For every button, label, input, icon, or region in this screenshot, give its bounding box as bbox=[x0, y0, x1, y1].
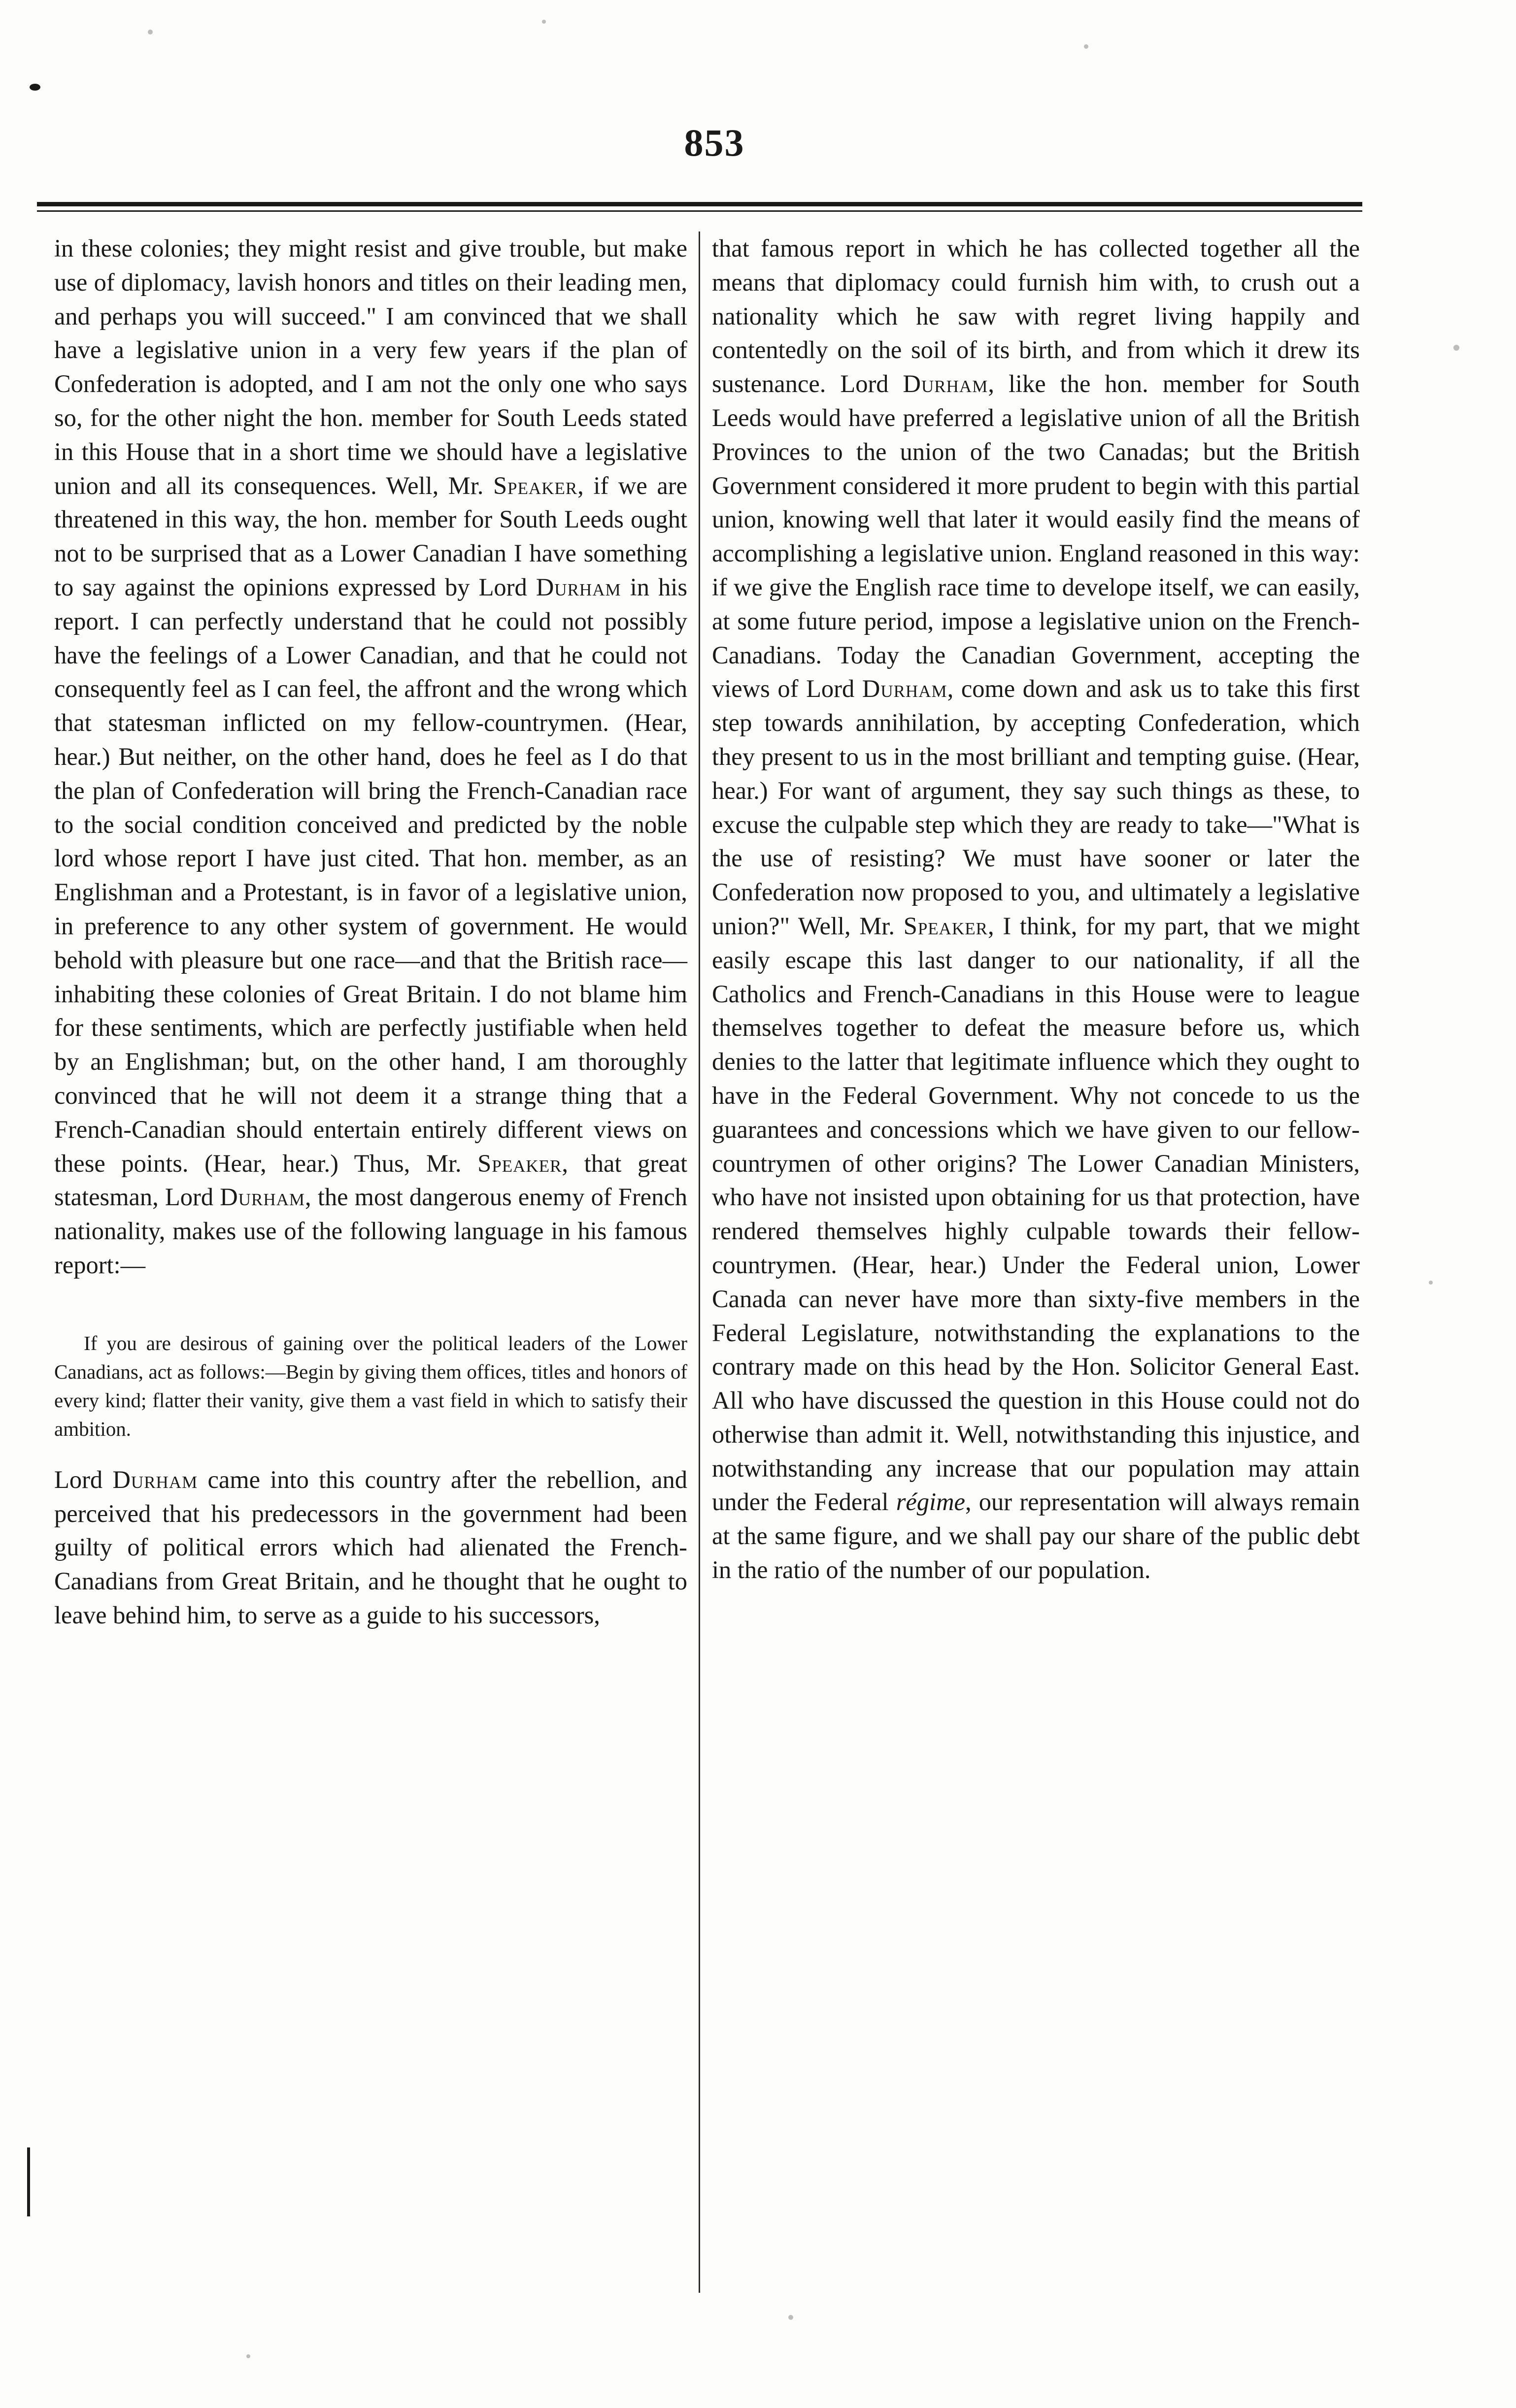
left-paragraph-1 bbox=[54, 231, 687, 1282]
scan-speckle bbox=[246, 2354, 250, 2358]
speaker-name: Speaker bbox=[477, 1149, 562, 1177]
durham-name: Durham bbox=[903, 370, 988, 398]
durham-report-quote: If you are desirous of gaining over the political leaders of the Lower Canadians, act as follows:—Begin by giving them offices, titles and honors of every kind; flatter their vanity, give them a vast field in which to satisfy their ambition. bbox=[54, 1331, 687, 1440]
scan-speckle bbox=[542, 20, 546, 24]
text-run: in his report. I can perfectly understand that he could not possibly have the feelings of a Lower Canadian, and that he could not consequently feel as I can feel, the affront and the wrong which that statesman inflicted on my fellow-countrymen. (Hear, hear.) But neither, on the other hand, does he feel as I do that the plan of Confederation will bring the French-Canadian race to the social condition conceived and predicted by the noble lord whose report I have just cited. That hon. member, as an Englishman and a Protestant, is in favor of a legislative union, in preference to any other system of government. He would behold with pleasure but one race—and that the British race—inhabiting these colonies of Great Britain. I do not blame him for these sentiments, which are perfectly justifiable when held by an Englishman; but, on the other hand, I am thoroughly convinced that he will not deem it a strange thing that a French-Canadian should entertain entirely different views on these points. (Hear, hear.) Thus, Mr. bbox=[54, 573, 687, 1177]
regime-word: régime bbox=[896, 1488, 965, 1516]
durham-name: Durham bbox=[112, 1465, 198, 1493]
scan-edge-mark bbox=[30, 84, 40, 91]
text-run: Lord bbox=[54, 1465, 113, 1493]
right-paragraph-1 bbox=[712, 231, 1360, 1587]
header-rule-thick bbox=[37, 202, 1362, 206]
left-column bbox=[54, 231, 687, 1632]
scan-speckle bbox=[1429, 1281, 1433, 1285]
text-run: , the most dangerous enemy of French nationality, makes use of the following language in his famous report:— bbox=[54, 1183, 687, 1279]
scan-speckle bbox=[1453, 345, 1459, 351]
scan-speckle bbox=[1084, 44, 1088, 49]
durham-name: Durham bbox=[220, 1183, 305, 1211]
right-column bbox=[712, 231, 1360, 1587]
text-run: that famous report in which he has collected together all the means that diplomacy could furnish him with, to crush out a nationality which he saw with regret living happily and contentedly on the soil of its birth, and from which it drew its sustenance. Lord bbox=[712, 234, 1360, 398]
scan-speckle bbox=[148, 30, 153, 34]
text-run: , our representation will always remain at the same figure, and we shall pay our share of the public debt in the ratio of the number of our population. bbox=[712, 1488, 1360, 1584]
scan-edge-mark bbox=[27, 2147, 30, 2216]
text-run: in these colonies; they might resist and give trouble, but make use of diplomacy, lavish honors and titles on their leading men, and perhaps you will succeed." I am convinced that we shall have a legislative union in a very few years if the plan of Confederation is adopted, and I am not the only one who says so, for the other night the hon. member for South Leeds stated in this House that in a short time we should have a legislative union and all its consequences. Well, Mr. bbox=[54, 234, 687, 499]
text-run: came into this country after the rebellion, and perceived that his predecessors in the government had been guilty of political errors which had alienated the French-Canadians from Great Britain, and he thought that he ought to leave behind him, to serve as a guide to his successors, bbox=[54, 1465, 687, 1629]
text-run: , if we are threatened in this way, the hon. member for South Leeds ought not to be surprised that as a Lower Canadian I have something to say against the opinions expressed by Lord bbox=[54, 471, 687, 601]
speaker-name: Speaker bbox=[493, 471, 578, 499]
page-number: 853 bbox=[684, 121, 745, 164]
text-run: , that great statesman, Lord bbox=[54, 1149, 687, 1211]
durham-name: Durham bbox=[536, 573, 621, 601]
durham-name: Durham bbox=[862, 675, 947, 703]
left-paragraph-2 bbox=[54, 1463, 687, 1632]
scan-speckle bbox=[788, 2315, 793, 2320]
speaker-name: Speaker bbox=[903, 912, 988, 940]
header-rule-thin bbox=[37, 210, 1362, 212]
text-run: , like the hon. member for South Leeds would have preferred a legislative union of all the British Provinces to the union of the two Canadas; but the British Government considered it more prudent to begin with this partial union, knowing well that later it would easily find the means of accomplishing a legislative union. England reasoned in this way: if we give the English race time to develope itself, we can easily, at some future period, impose a legislative union on the French-Canadians. Today the Canadian Government, accepting the views of Lord bbox=[712, 370, 1360, 703]
text-run: , come down and ask us to take this first step towards annihilation, by accepting Confederation, which they present to us in the most brilliant and tempting guise. (Hear, hear.) For want of argument, they say such things as these, to excuse the culpable step which they are ready to take—"What is the use of resisting? We must have sooner or later the Confederation now proposed to you, and ultimately a legislative union?" Well, Mr. bbox=[712, 675, 1360, 940]
text-run: , I think, for my part, that we might easily escape this last danger to our nationality, if all the Catholics and French-Canadians in this House were to league themselves together to defeat the measure before us, which denies to the latter that legitimate influence which they ought to have in the Federal Government. Why not concede to us the guarantees and concessions which we have given to our fellow-countrymen of other origins? The Lower Canadian Ministers, who have not insisted upon obtaining for us that protection, have rendered themselves highly culpable towards their fellow-countrymen. (Hear, hear.) Under the Federal union, Lower Canada can never have more than sixty-five members in the Federal Legislature, notwithstanding the explanations to the contrary made on this head by the Hon. Solicitor General East. All who have discussed the question in this House could not do otherwise than admit it. Well, notwithstanding this injustice, and notwithstanding any increase that our population may attain under the Federal bbox=[712, 912, 1360, 1516]
column-divider bbox=[699, 231, 700, 2293]
